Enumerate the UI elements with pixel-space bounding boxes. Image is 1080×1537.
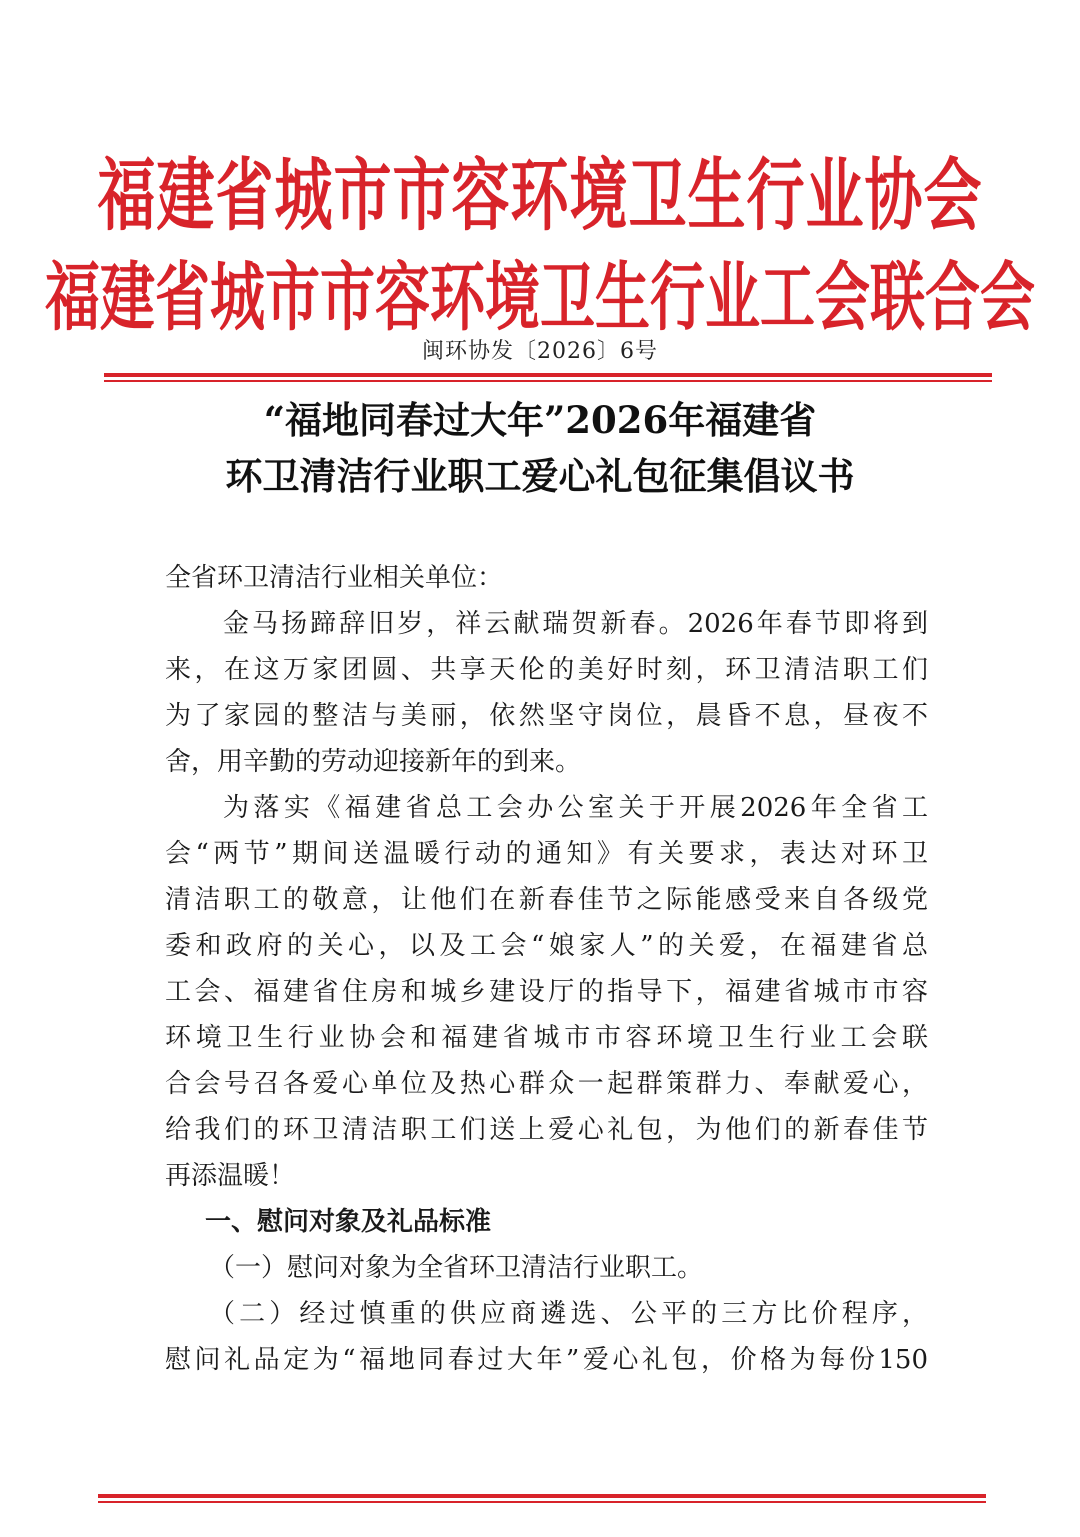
list-item-2-line: （二）经过慎重的供应商遴选、公平的三方比价程序，	[209, 1299, 928, 1329]
paragraph-2-line: 会“两节”期间送温暖行动的通知》有关要求，表达对环卫	[165, 839, 928, 869]
paragraph-2-line: 委和政府的关心，以及工会“娘家人”的关爱，在福建省总	[165, 931, 928, 961]
issuer-name-association: 福建省城市市容环境卫生行业协会	[97, 149, 983, 242]
paragraph-2-line: 再添温暖！	[165, 1161, 296, 1191]
paragraph-1-line: 舍，用辛勤的劳动迎接新年的到来。	[165, 747, 582, 777]
list-item-1: （一）慰问对象为全省环卫清洁行业职工。	[209, 1253, 704, 1283]
salutation: 全省环卫清洁行业相关单位：	[165, 563, 504, 593]
paragraph-1-line: 金马扬蹄辞旧岁，祥云献瑞贺新春。2026年春节即将到	[223, 609, 928, 639]
header-red-divider	[104, 373, 992, 377]
document-title-line1: “福地同春过大年”2026年福建省	[263, 398, 817, 442]
paragraph-1-line: 为了家园的整洁与美丽，依然坚守岗位，晨昏不息，昼夜不	[165, 701, 928, 731]
paragraph-2-line: 为落实《福建省总工会办公室关于开展2026年全省工	[223, 793, 928, 823]
paragraph-2-line: 清洁职工的敬意，让他们在新春佳节之际能感受来自各级党	[165, 885, 928, 915]
list-item-2-line: 慰问礼品定为“福地同春过大年”爱心礼包，价格为每份150	[165, 1345, 928, 1375]
footer-red-divider-thin	[98, 1501, 986, 1503]
paragraph-2-line: 合会号召各爱心单位及热心群众一起群策群力、奉献爱心，	[165, 1069, 928, 1099]
section-heading: 一、慰问对象及礼品标准	[205, 1207, 492, 1237]
paragraph-2-line: 环境卫生行业协会和福建省城市市容环境卫生行业工会联	[165, 1023, 928, 1053]
issuer-name-union: 福建省城市市容环境卫生行业工会联合会	[44, 252, 1035, 341]
footer-red-divider	[98, 1494, 986, 1498]
paragraph-2-line: 工会、福建省住房和城乡建设厅的指导下，福建省城市市容	[165, 977, 928, 1007]
document-number: 闽环协发〔2026〕6号	[422, 339, 658, 364]
paragraph-2-line: 给我们的环卫清洁职工们送上爱心礼包，为他们的新春佳节	[165, 1115, 928, 1145]
paragraph-1-line: 来，在这万家团圆、共享天伦的美好时刻，环卫清洁职工们	[165, 655, 928, 685]
document-title-line2: 环卫清洁行业职工爱心礼包征集倡议书	[225, 454, 855, 498]
document-body	[165, 555, 928, 1383]
header-red-divider-thin	[104, 380, 992, 382]
